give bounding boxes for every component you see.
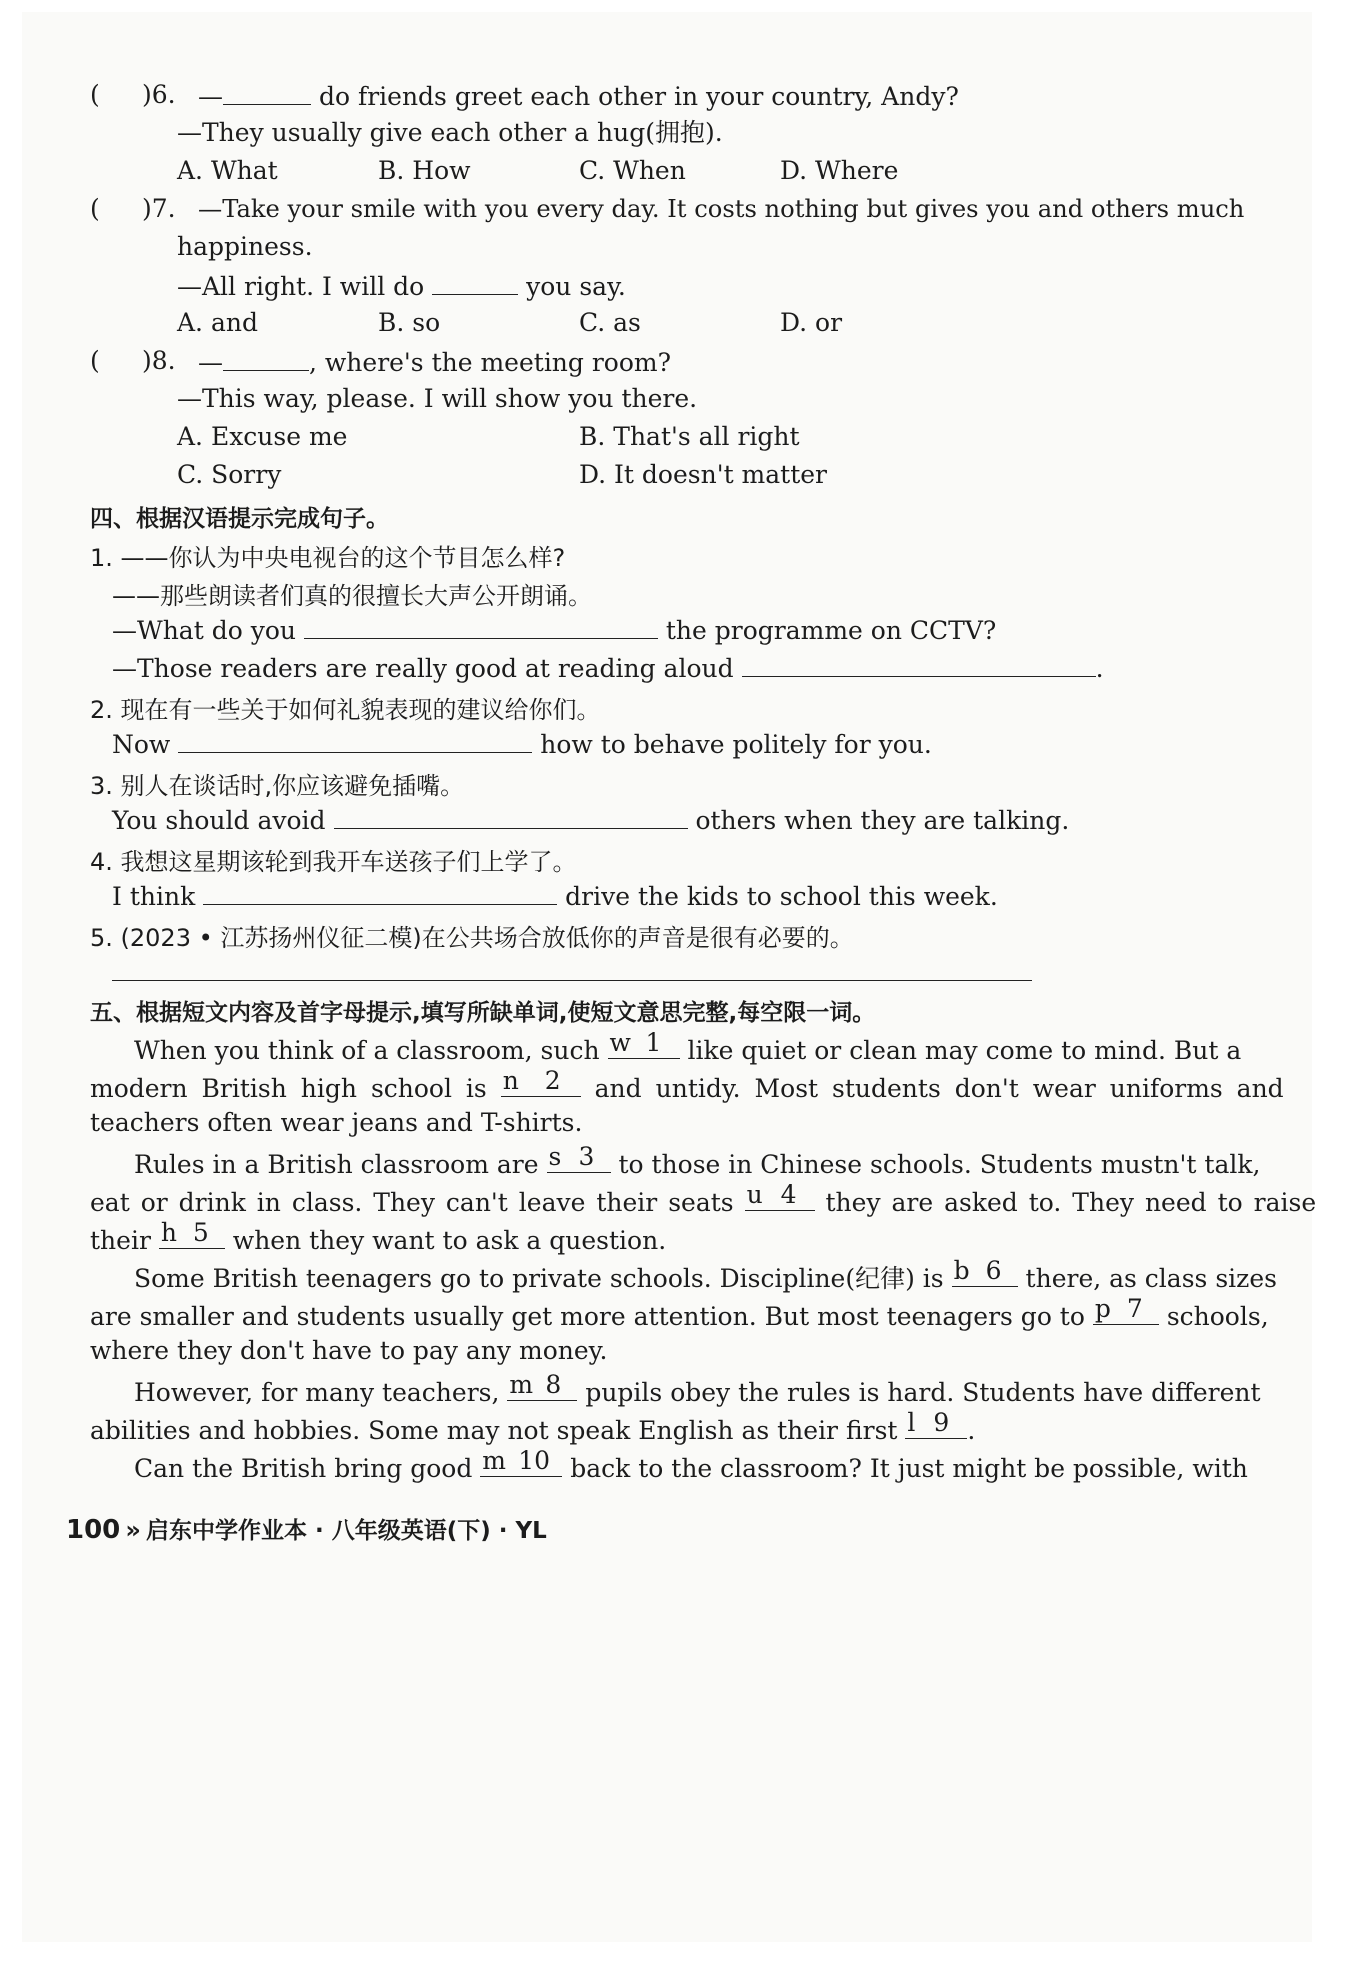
option-a: A. What — [177, 156, 278, 185]
option-c: C. Sorry — [177, 460, 282, 489]
sentence-text: drive the kids to school this week. — [565, 882, 998, 911]
item-2-english — [112, 728, 932, 760]
option-a: A. and — [177, 308, 258, 337]
passage-text: However, for many teachers, — [134, 1378, 500, 1407]
blank-number: 9 — [933, 1408, 950, 1437]
passage-text: their — [90, 1226, 151, 1255]
option-d: D. Where — [780, 156, 899, 185]
passage-text: back to the classroom? It just might be possible, with — [570, 1454, 1248, 1483]
option-b: B. so — [378, 308, 441, 337]
word-blank-6[interactable] — [952, 1256, 1018, 1287]
passage-line — [134, 1256, 1277, 1294]
passage-text: and untidy. Most students don't wear uniforms and — [594, 1074, 1284, 1103]
word-blank-10[interactable] — [480, 1446, 562, 1477]
blank-number: 3 — [578, 1142, 595, 1171]
workbook-page — [22, 12, 1317, 1942]
item-1-chinese-line1: 1. ——你认为中央电视台的这个节目怎么样? — [90, 544, 566, 572]
option-b: B. That's all right — [579, 422, 800, 451]
initial-letter: n — [502, 1066, 519, 1095]
sentence-text: Now — [112, 730, 171, 759]
passage-text: . — [967, 1416, 976, 1445]
initial-letter: l — [907, 1408, 916, 1437]
blank-number: 6 — [985, 1256, 1002, 1285]
initial-letter: m — [482, 1446, 506, 1475]
stem-text: , where's the meeting room? — [309, 348, 672, 377]
question-7-stem-line1: —Take your smile with you every day. It costs nothing but gives you and others much — [198, 195, 1245, 223]
answer-blank[interactable] — [178, 728, 532, 753]
word-blank-5[interactable] — [159, 1218, 225, 1249]
item-5-chinese: 5. (2023 • 江苏扬州仪征二模)在公共场合放低你的声音是很有必要的。 — [90, 924, 854, 952]
section-5-heading: 五、根据短文内容及首字母提示,填写所缺单词,使短文意思完整,每空限一词。 — [90, 1000, 876, 1026]
blank-number: 1 — [645, 1028, 662, 1057]
option-c: C. When — [579, 156, 686, 185]
passage-text: abilities and hobbies. Some may not speak English as their first — [90, 1416, 898, 1445]
answer-blank — [432, 270, 518, 295]
item-4-chinese: 4. 我想这星期该轮到我开车送孩子们上学了。 — [90, 848, 577, 876]
initial-letter: b — [953, 1256, 970, 1285]
word-blank-1[interactable] — [608, 1028, 680, 1059]
blank-number: 7 — [1126, 1294, 1143, 1323]
passage-text: modern British high school is — [90, 1074, 487, 1103]
question-6-reply: —They usually give each other a hug(拥抱). — [177, 118, 723, 147]
answer-paren-open: ( — [90, 346, 100, 375]
question-number: )7. — [142, 194, 176, 223]
passage-line: where they don't have to pay any money. — [90, 1336, 608, 1365]
item-1-english-line1 — [112, 614, 996, 646]
passage-text: there, as class sizes — [1025, 1264, 1277, 1293]
section-4-heading: 四、根据汉语提示完成句子。 — [90, 506, 389, 532]
word-blank-7[interactable] — [1093, 1294, 1159, 1325]
question-7-stem-line2: happiness. — [177, 232, 313, 261]
passage-text: schools, — [1166, 1302, 1269, 1331]
question-8-stem — [198, 346, 671, 378]
item-2-chinese: 2. 现在有一些关于如何礼貌表现的建议给你们。 — [90, 696, 601, 724]
passage-line — [90, 1408, 976, 1446]
passage-text: to those in Chinese schools. Students mustn't talk, — [618, 1150, 1261, 1179]
blank-number: 10 — [518, 1446, 551, 1475]
word-blank-2[interactable] — [501, 1066, 581, 1097]
passage-text: Some British teenagers go to private schools. Discipline(纪律) is — [134, 1264, 944, 1293]
initial-letter: u — [746, 1180, 763, 1209]
blank-number: 4 — [780, 1180, 797, 1209]
option-b: B. How — [378, 156, 471, 185]
passage-line — [90, 1066, 1284, 1104]
reply-text: you say. — [526, 272, 626, 301]
answer-blank — [223, 80, 311, 105]
page-number: 100 — [66, 1515, 121, 1545]
answer-blank[interactable] — [203, 880, 557, 905]
passage-text: when they want to ask a question. — [232, 1226, 667, 1255]
item-5-answer-line[interactable] — [112, 980, 1032, 981]
initial-letter: s — [548, 1142, 562, 1171]
passage-line — [134, 1370, 1261, 1408]
item-1-chinese-line2: ——那些朗读者们真的很擅长大声公开朗诵。 — [112, 582, 592, 610]
passage-line — [134, 1028, 1242, 1066]
answer-blank[interactable] — [334, 804, 688, 829]
stem-dash: — — [198, 82, 223, 111]
question-6-stem — [198, 80, 959, 112]
book-title: 启东中学作业本 · 八年级英语(下) · YL — [145, 1518, 547, 1544]
question-number: )6. — [142, 80, 176, 109]
answer-blank — [223, 346, 309, 371]
word-blank-4[interactable] — [745, 1180, 815, 1211]
passage-line — [134, 1142, 1261, 1180]
passage-line — [90, 1294, 1269, 1332]
reply-text: —All right. I will do — [177, 272, 425, 301]
sentence-text: . — [1095, 654, 1104, 683]
question-8-reply: —This way, please. I will show you there. — [177, 384, 698, 413]
passage-text: Rules in a British classroom are — [134, 1150, 539, 1179]
item-1-english-line2 — [112, 652, 1104, 684]
stem-text: do friends greet each other in your country, Andy? — [318, 82, 959, 111]
option-a: A. Excuse me — [177, 422, 348, 451]
answer-blank[interactable] — [304, 614, 658, 639]
option-d: D. It doesn't matter — [579, 460, 828, 489]
sentence-text: how to behave politely for you. — [540, 730, 932, 759]
word-blank-3[interactable] — [547, 1142, 611, 1173]
question-number: )8. — [142, 346, 176, 375]
sentence-text: I think — [112, 882, 196, 911]
stem-dash: — — [198, 348, 223, 377]
question-7-reply — [177, 270, 626, 302]
option-c: C. as — [579, 308, 641, 337]
initial-letter: p — [1094, 1294, 1111, 1323]
page-footer — [66, 1512, 547, 1545]
sentence-text: —Those readers are really good at reading aloud — [112, 654, 734, 683]
passage-text: are smaller and students usually get more attention. But most teenagers go to — [90, 1302, 1085, 1331]
sentence-text: You should avoid — [112, 806, 326, 835]
word-blank-8[interactable] — [507, 1370, 577, 1401]
blank-number: 8 — [545, 1370, 562, 1399]
item-4-english — [112, 880, 998, 912]
initial-letter: w — [609, 1028, 631, 1057]
passage-text: pupils obey the rules is hard. Students have different — [585, 1378, 1261, 1407]
blank-number: 5 — [192, 1218, 209, 1247]
answer-paren-open: ( — [90, 194, 100, 223]
passage-line — [90, 1180, 1317, 1218]
word-blank-9[interactable] — [905, 1408, 967, 1439]
sentence-text: the programme on CCTV? — [665, 616, 997, 645]
answer-blank[interactable] — [742, 652, 1096, 677]
passage-line — [134, 1446, 1248, 1484]
option-d: D. or — [780, 308, 843, 337]
item-3-english — [112, 804, 1069, 836]
passage-text: When you think of a classroom, such — [134, 1036, 600, 1065]
answer-paren-open: ( — [90, 80, 100, 109]
passage-text: eat or drink in class. They can't leave their seats — [90, 1188, 734, 1217]
passage-text: Can the British bring good — [134, 1454, 473, 1483]
item-3-chinese: 3. 别人在谈话时,你应该避免插嘴。 — [90, 772, 465, 800]
sentence-text: others when they are talking. — [695, 806, 1070, 835]
passage-line: teachers often wear jeans and T-shirts. — [90, 1108, 583, 1137]
passage-text: they are asked to. They need to raise — [825, 1188, 1317, 1217]
initial-letter: m — [509, 1370, 534, 1399]
double-chevron-icon: » — [125, 1516, 141, 1544]
passage-text: like quiet or clean may come to mind. But a — [687, 1036, 1242, 1065]
passage-line — [90, 1218, 667, 1256]
initial-letter: h — [160, 1218, 177, 1247]
sentence-text: —What do you — [112, 616, 296, 645]
blank-number: 2 — [544, 1066, 561, 1095]
